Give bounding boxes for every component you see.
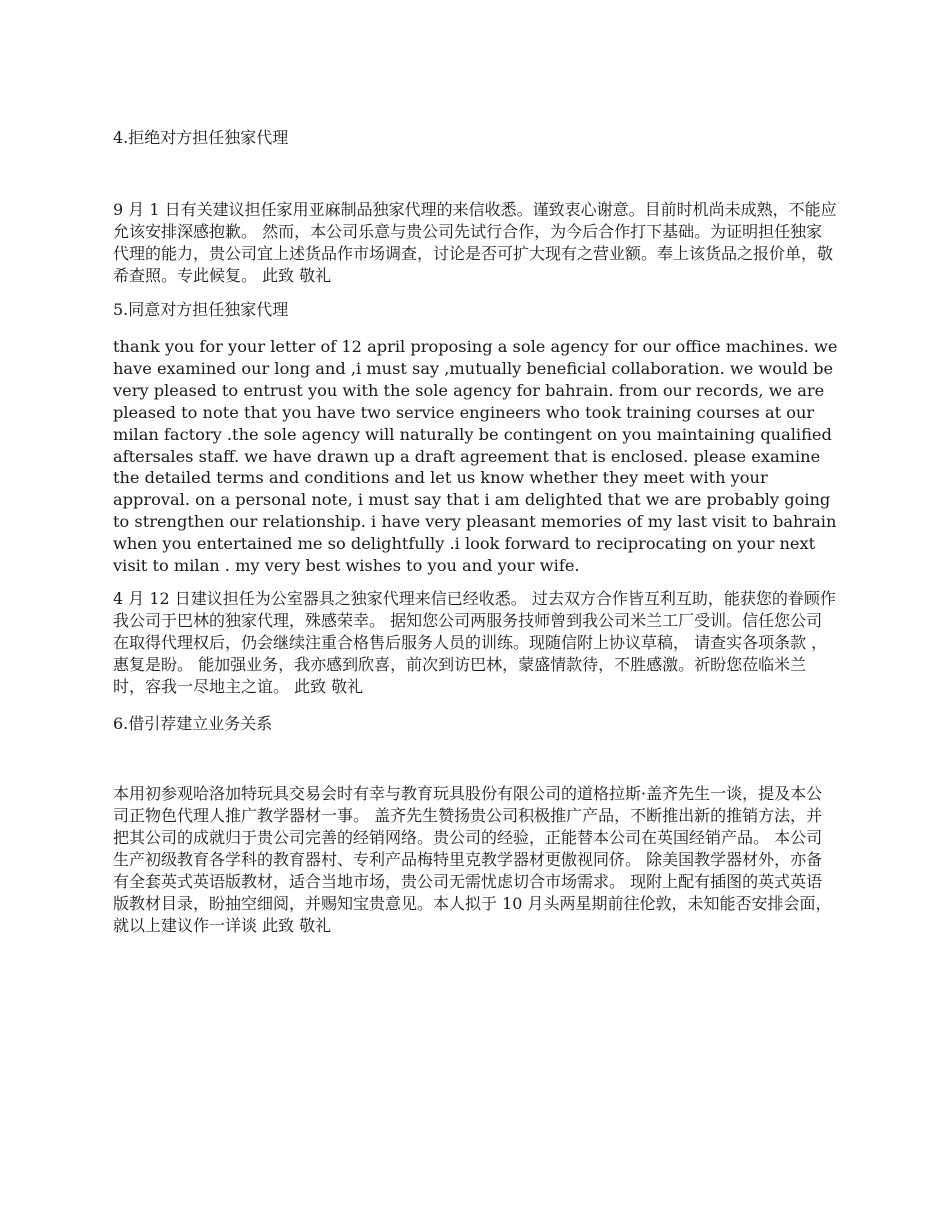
section-6-body: 本用初参观哈洛加特玩具交易会时有幸与教育玩具股份有限公司的道格拉斯·盖齐先生一谈，提及本公司正物色代理人推广教学器材一事。 盖齐先生赞扬贵公司积极推广产品，不断推出新的推销方法，并把其公司的成就归于贵公司完善的经销网络。贵公司的经验，正能替本公司在英国经销产品。 本公司生产初级教育各学科的教育器村、专利产品梅特里克教学器材更傲视同侪。 除美国教学器材外，亦备有全套英式英语版教材，适合当地市场，贵公司无需忧虑切合市场需求。 现附上配有插图的英式英语版教材目录，盼抽空细阅，并赐知宝贵意见。本人拟于 10 月头两星期前往伦敦，未知能否安排会面，就以上建议作一详谈 此致 敬礼 bbox=[113, 784, 832, 935]
section-4-body: 9 月 1 日有关建议担任家用亚麻制品独家代理的来信收悉。谨致衷心谢意。目前时机尚未成熟，不能应允该安排深感抱歉。 然而，本公司乐意与贵公司先试行合作，为今后合作打下基础。为证明担任独家代理的能力，贵公司宜上述货品作市场调查，讨论是否可扩大现有之营业额。奉上该货品之报价单，敬希查照。专此候复。 此致 敬礼 bbox=[113, 200, 837, 285]
section-5-body-english: thank you for your letter of 12 april proposing a sole agency for our office machines. we have examined our long and ,i must say ,mutually beneficial collaboration. we would be very pleased to entrust you with the sole agency for bahrain. from our records, we are pleased to note that you have two service engineers who took training courses at our milan factory .the sole agency will naturally be contingent on you maintaining qualified aftersales staff. we have drawn up a draft agreement that is enclosed. please examine the detailed terms and conditions and let us know whether they meet with your approval. on a personal note, i must say that i am delighted that we are probably going to strengthen our relationship. i have very pleasant memories of my last visit to bahrain when you entertained me so delightfully .i look forward to reciprocating on your next visit to milan . my very best wishes to you and your wife. bbox=[113, 337, 838, 576]
section-4-heading: 4.拒绝对方担任独家代理 bbox=[113, 128, 289, 147]
section-6-heading: 6.借引荐建立业务关系 bbox=[113, 714, 273, 733]
section-5-heading: 5.同意对方担任独家代理 bbox=[113, 300, 289, 319]
section-5-body-chinese: 4 月 12 日建议担任为公室器具之独家代理来信已经收悉。 过去双方合作皆互利互助，能获您的眷顾作我公司于巴林的独家代理，殊感荣幸。 据知您公司两服务技师曾到我公司米兰工厂受训。信任您公司在取得代理权后，仍会继续注重合格售后服务人员的训练。现随信附上协议草稿， 请查实各项条款 ，惠复是盼。 能加强业务，我亦感到欣喜，前次到访巴林，蒙盛情款待，不胜感激。祈盼您莅临米兰时，容我一尽地主之谊。 此致 敬礼 bbox=[113, 589, 836, 696]
